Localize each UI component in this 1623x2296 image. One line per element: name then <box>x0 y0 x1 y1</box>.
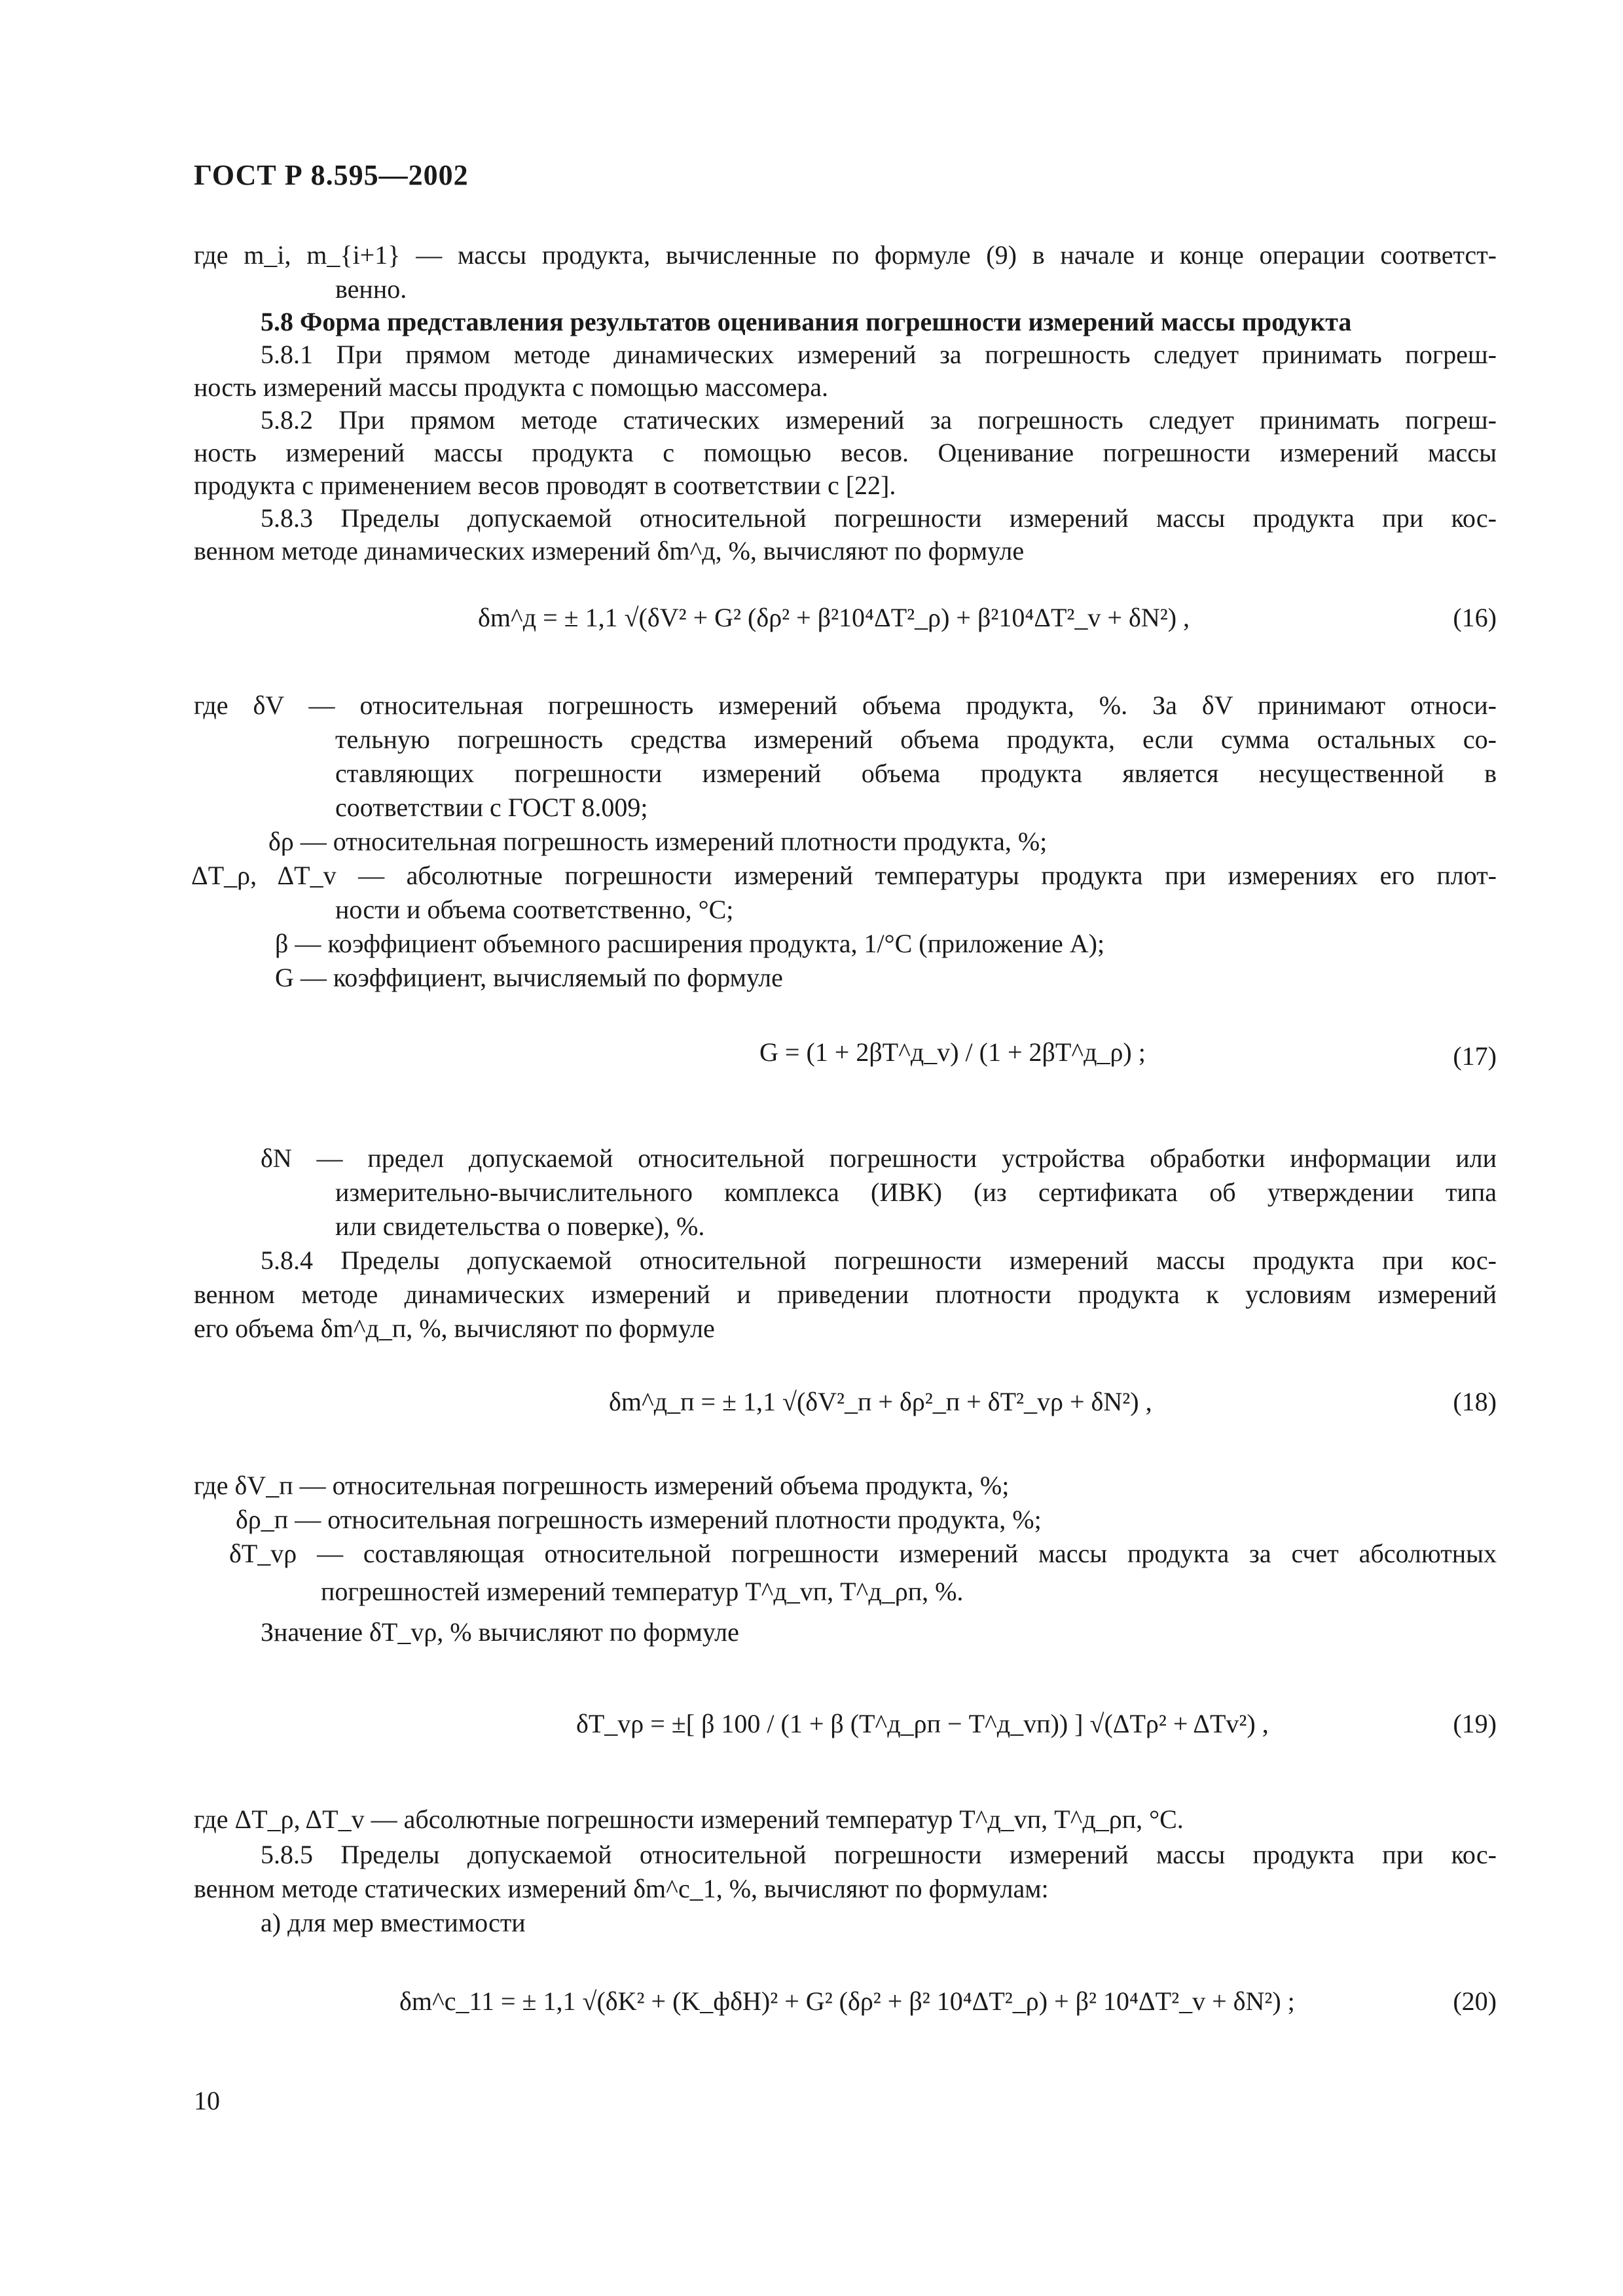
section-heading: 5.8 Форма представления результатов оценивания погрешности измерений массы продукта <box>261 307 1352 336</box>
text-line: 5.8.4 Пределы допускаемой относительной погрешности измерений массы продукта при кос- <box>261 1246 1497 1275</box>
page-number: 10 <box>194 2086 220 2115</box>
text-line: или свидетельства о поверке), %. <box>335 1211 705 1241</box>
text-line: Значение δT_vρ, % вычисляют по формуле <box>261 1617 739 1647</box>
equation-number: (19) <box>1453 1709 1497 1738</box>
text-line: где ΔT_ρ, ΔT_v — абсолютные погрешности измерений температур T^д_vп, T^д_ρп, °С. <box>194 1804 1184 1834</box>
text-line: ставляющих погрешности измерений объема продукта является несущественной в <box>335 759 1497 788</box>
text-line: продукта с применением весов проводят в соответствии с [22]. <box>194 471 896 500</box>
text-line: соответствии с ГОСТ 8.009; <box>335 793 648 822</box>
text-line: венном методе статических измерений δm^с_1, %, вычисляют по формулам: <box>194 1874 1049 1903</box>
document-header: ГОСТ Р 8.595—2002 <box>194 159 469 191</box>
text-line: венном методе динамических измерений δm^д, %, вычисляют по формуле <box>194 536 1025 565</box>
text-line: ΔT_ρ, ΔT_v — абсолютные погрешности измерений температуры продукта при измерениях его плот- <box>191 861 1497 890</box>
equation-18: δm^д_п = ± 1,1 √(δV²_п + δρ²_п + δT²_vρ + δN²) , <box>609 1387 1152 1416</box>
text-line: венном методе динамических измерений и приведении плотности продукта к условиям измерений <box>194 1280 1497 1309</box>
text-line: ности и объема соответственно, °С; <box>335 895 734 924</box>
text-line: погрешностей измерений температур T^д_vп, T^д_ρп, %. <box>321 1577 964 1606</box>
text-line: G — коэффициент, вычисляемый по формуле <box>275 963 783 992</box>
text-line: а) для мер вместимости <box>261 1908 526 1937</box>
equation-17: G = (1 + 2βT^д_v) / (1 + 2βT^д_ρ) ; <box>759 1037 1146 1067</box>
text-line: δT_vρ — составляющая относительной погрешности измерений массы продукта за счет абсолютных <box>229 1539 1497 1568</box>
text-line: δN — предел допускаемой относительной погрешности устройства обработки информации или <box>261 1143 1497 1173</box>
equation-number: (17) <box>1453 1041 1497 1071</box>
text-line: δρ — относительная погрешность измерений плотности продукта, %; <box>268 827 1048 856</box>
text-line: его объема δm^д_п, %, вычисляют по формуле <box>194 1314 715 1343</box>
text-line: 5.8.1 При прямом методе динамических измерений за погрешность следует принимать погреш- <box>261 340 1497 369</box>
text-line: β — коэффициент объемного расширения продукта, 1/°С (приложение А); <box>275 929 1105 958</box>
text-line: венно. <box>335 274 407 304</box>
text-line: 5.8.3 Пределы допускаемой относительной погрешности измерений массы продукта при кос- <box>261 503 1497 533</box>
text-line: δρ_п — относительная погрешность измерений плотности продукта, %; <box>236 1505 1042 1534</box>
text-line: ность измерений массы продукта с помощью весов. Оценивание погрешности измерений массы <box>194 438 1497 467</box>
equation-19: δT_vρ = ±[ β 100 / (1 + β (T^д_ρп − T^д_vп)) ] √(ΔTρ² + ΔTv²) , <box>576 1709 1269 1738</box>
equation-number: (20) <box>1453 1986 1497 2016</box>
text-line: 5.8.2 При прямом методе статических измерений за погрешность следует принимать погреш- <box>261 405 1497 435</box>
equation-number: (18) <box>1453 1387 1497 1416</box>
text-line: 5.8.5 Пределы допускаемой относительной погрешности измерений массы продукта при кос- <box>261 1840 1497 1869</box>
text-line: тельную погрешность средства измерений объема продукта, если сумма остальных со- <box>335 725 1497 754</box>
equation-16: δm^д = ± 1,1 √(δV² + G² (δρ² + β²10⁴ΔT²_ρ) + β²10⁴ΔT²_v + δN²) , <box>478 603 1190 632</box>
text-line: ность измерений массы продукта с помощью массомера. <box>194 372 828 402</box>
text-line: где δV — относительная погрешность измерений объема продукта, %. За δV принимают относи- <box>194 691 1497 720</box>
text-line: где m_i, m_{i+1} — массы продукта, вычисленные по формуле (9) в начале и конце операции соответст- <box>194 240 1497 270</box>
equation-number: (16) <box>1453 603 1497 632</box>
equation-20: δm^с_11 = ± 1,1 √(δK² + (K_фδH)² + G² (δρ² + β² 10⁴ΔT²_ρ) + β² 10⁴ΔT²_v + δN²) ; <box>399 1986 1295 2016</box>
text-line: измерительно-вычислительного комплекса (ИВК) (из сертификата об утверждении типа <box>335 1177 1497 1207</box>
text-line: где δV_п — относительная погрешность измерений объема продукта, %; <box>194 1471 1010 1500</box>
